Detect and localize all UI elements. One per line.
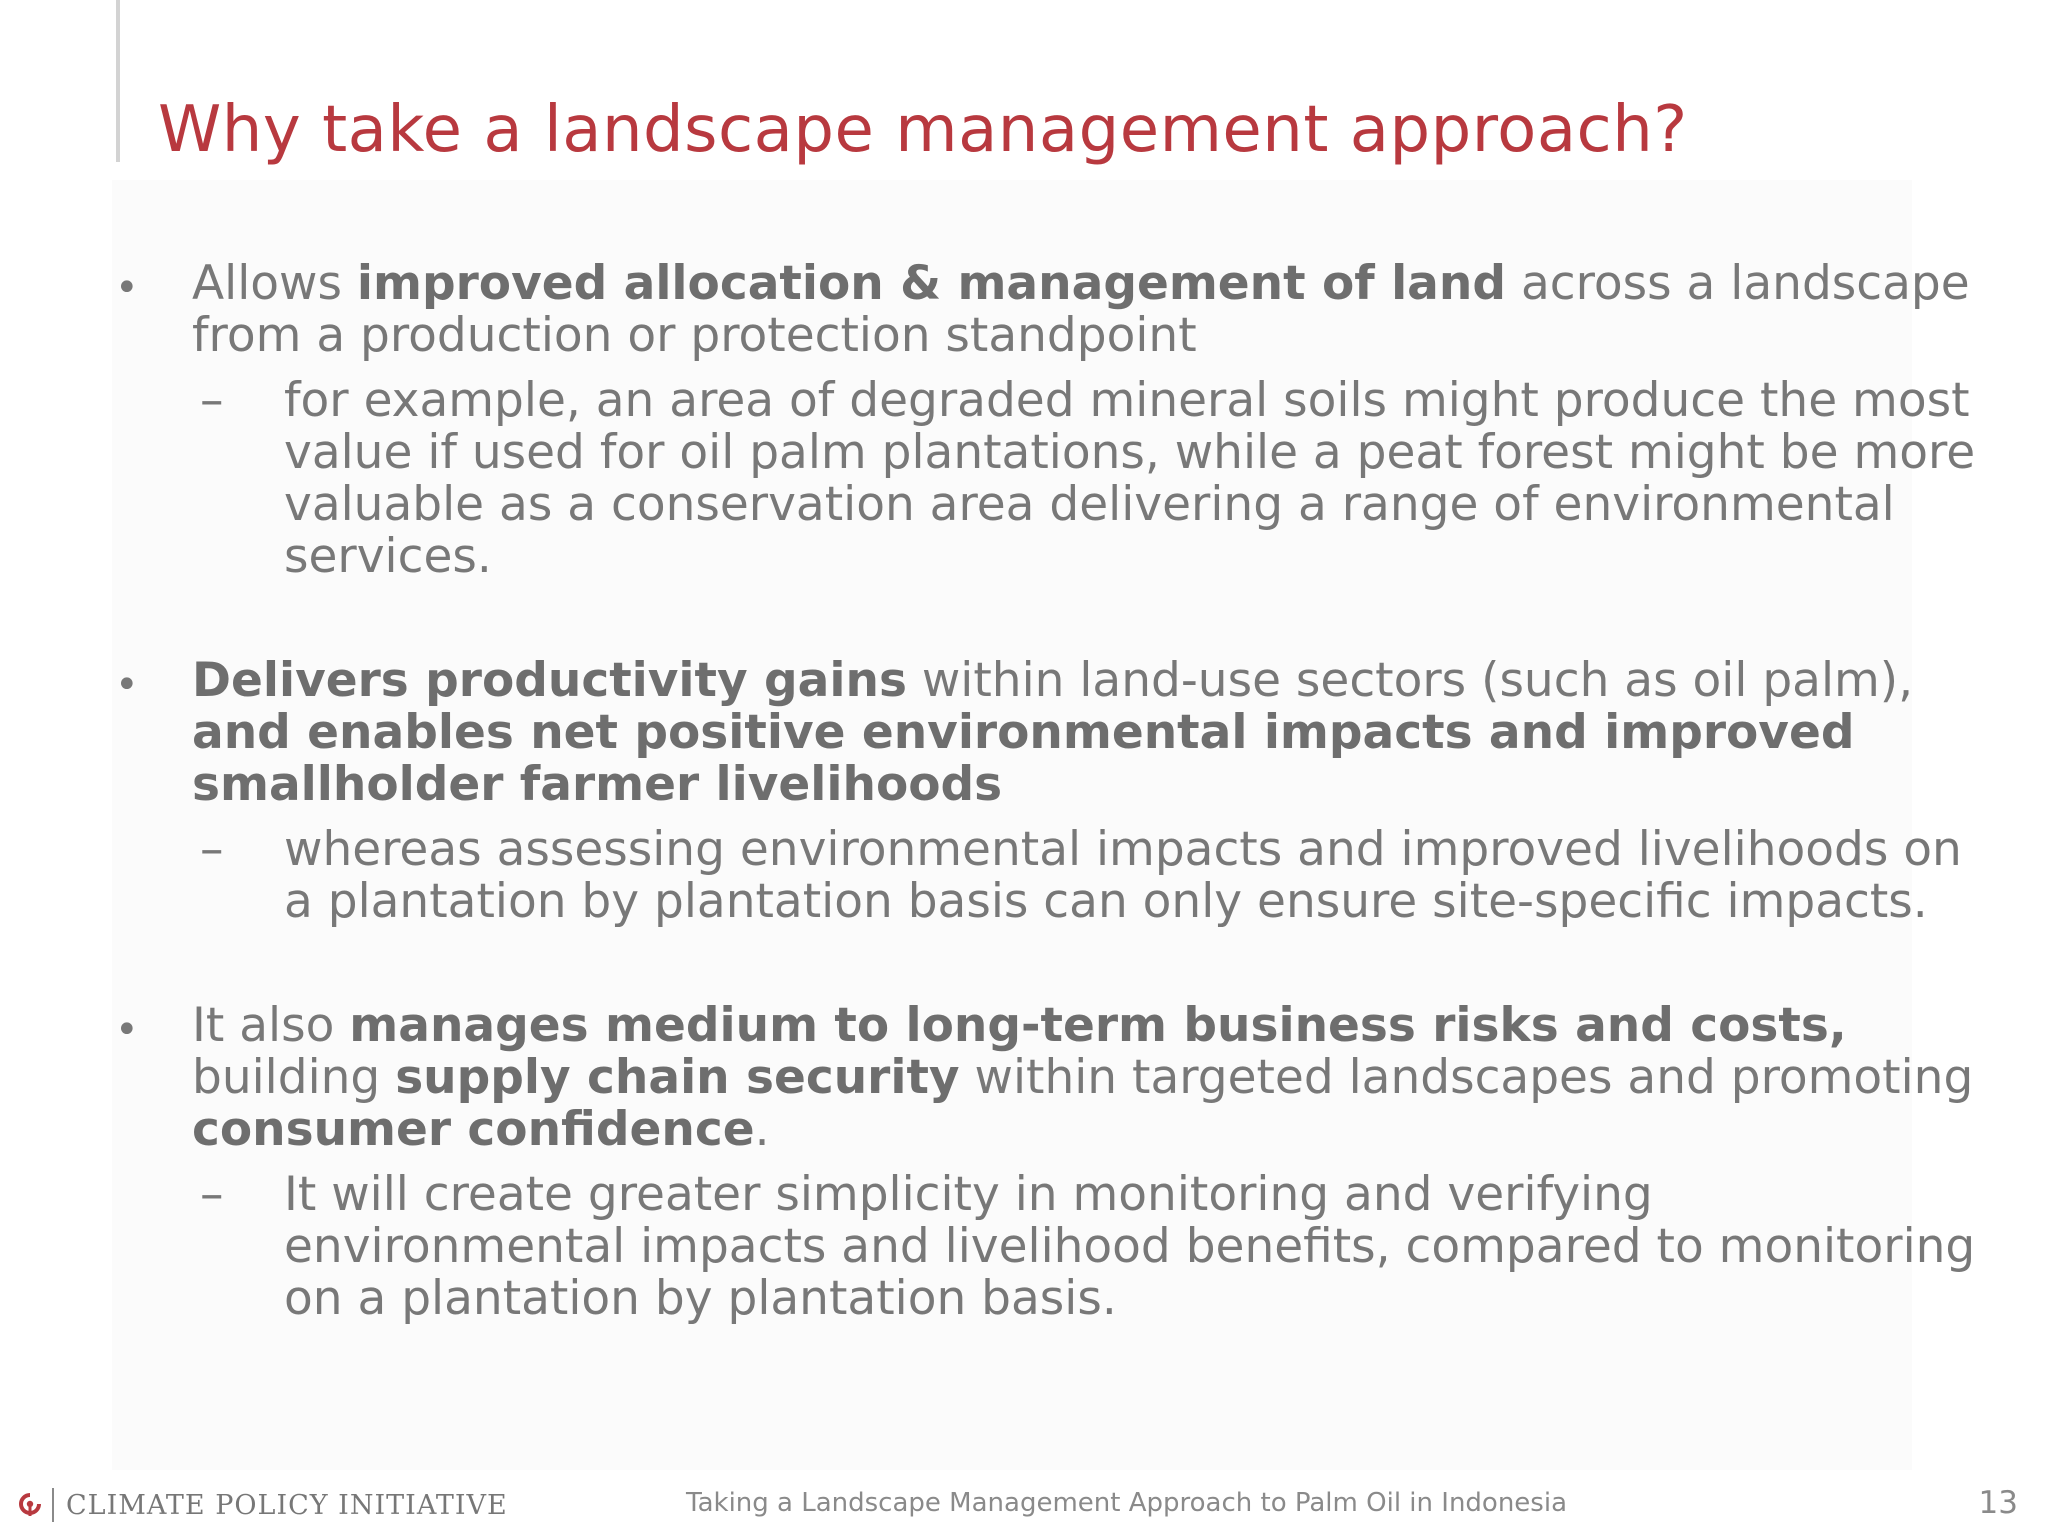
logo-separator xyxy=(52,1488,54,1522)
page-number: 13 xyxy=(1978,1485,2018,1521)
title-divider xyxy=(116,0,120,162)
sub-bullet-marker: – xyxy=(200,1167,224,1222)
sub-bullet-marker: – xyxy=(200,822,224,877)
bullet-item xyxy=(110,1000,1990,1325)
text-segment: within land-use sectors (such as oil palm), xyxy=(906,653,1914,708)
bullet-item xyxy=(110,258,1990,583)
text-segment: within targeted landscapes and promoting xyxy=(959,1050,1974,1105)
bullet-text xyxy=(192,655,1990,811)
organization-name: CLIMATE POLICY INITIATIVE xyxy=(66,1489,508,1521)
text-segment: Allows xyxy=(192,256,357,311)
sub-bullet-text: It will create greater simplicity in monitoring and verifying environmental impacts and livelihood benefits, compared to monitoring on a plantation by plantation basis. xyxy=(284,1167,1976,1326)
bullet-marker: • xyxy=(115,662,139,708)
sub-bullet xyxy=(192,1169,1990,1325)
sub-bullet-text: for example, an area of degraded mineral soils might produce the most value if used for oil palm plantations, while a peat forest might be more valuable as a conservation area delivering a range of environmental services. xyxy=(284,373,1976,584)
footer-logo xyxy=(18,1487,508,1523)
bullet-item xyxy=(110,655,1990,928)
bold-text-segment: Delivers productivity gains xyxy=(192,653,907,708)
text-segment: building xyxy=(192,1050,396,1105)
text-segment: It also xyxy=(192,998,350,1053)
footer-caption: Taking a Landscape Management Approach to Palm Oil in Indonesia xyxy=(686,1488,1568,1518)
sub-bullet xyxy=(192,824,1990,928)
bold-text-segment: consumer confidence xyxy=(192,1102,755,1157)
cpi-logo-icon xyxy=(18,1492,42,1518)
bold-text-segment: supply chain security xyxy=(395,1050,960,1105)
sub-bullet-text: whereas assessing environmental impacts and improved livelihoods on a plantation by plantation basis can only ensure site-specific impacts. xyxy=(284,822,1962,929)
bold-text-segment: and enables net positive environmental impacts and improved smallholder farmer livelihoods xyxy=(192,705,1855,812)
bullet-text xyxy=(192,258,1990,362)
text-segment: . xyxy=(754,1102,770,1157)
bullet-list xyxy=(110,258,1990,1397)
slide-title: Why take a landscape management approach? xyxy=(158,93,1688,167)
text-segment: across a landscape from a production or protection standpoint xyxy=(192,256,1970,363)
bold-text-segment: manages medium to long-term business risks and costs, xyxy=(349,998,1847,1053)
sub-bullet xyxy=(192,375,1990,583)
sub-bullet-marker: – xyxy=(200,373,224,428)
bold-text-segment: improved allocation & management of land xyxy=(356,256,1507,311)
bullet-text xyxy=(192,1000,1990,1156)
bullet-marker: • xyxy=(115,265,139,311)
bullet-marker: • xyxy=(115,1007,139,1053)
